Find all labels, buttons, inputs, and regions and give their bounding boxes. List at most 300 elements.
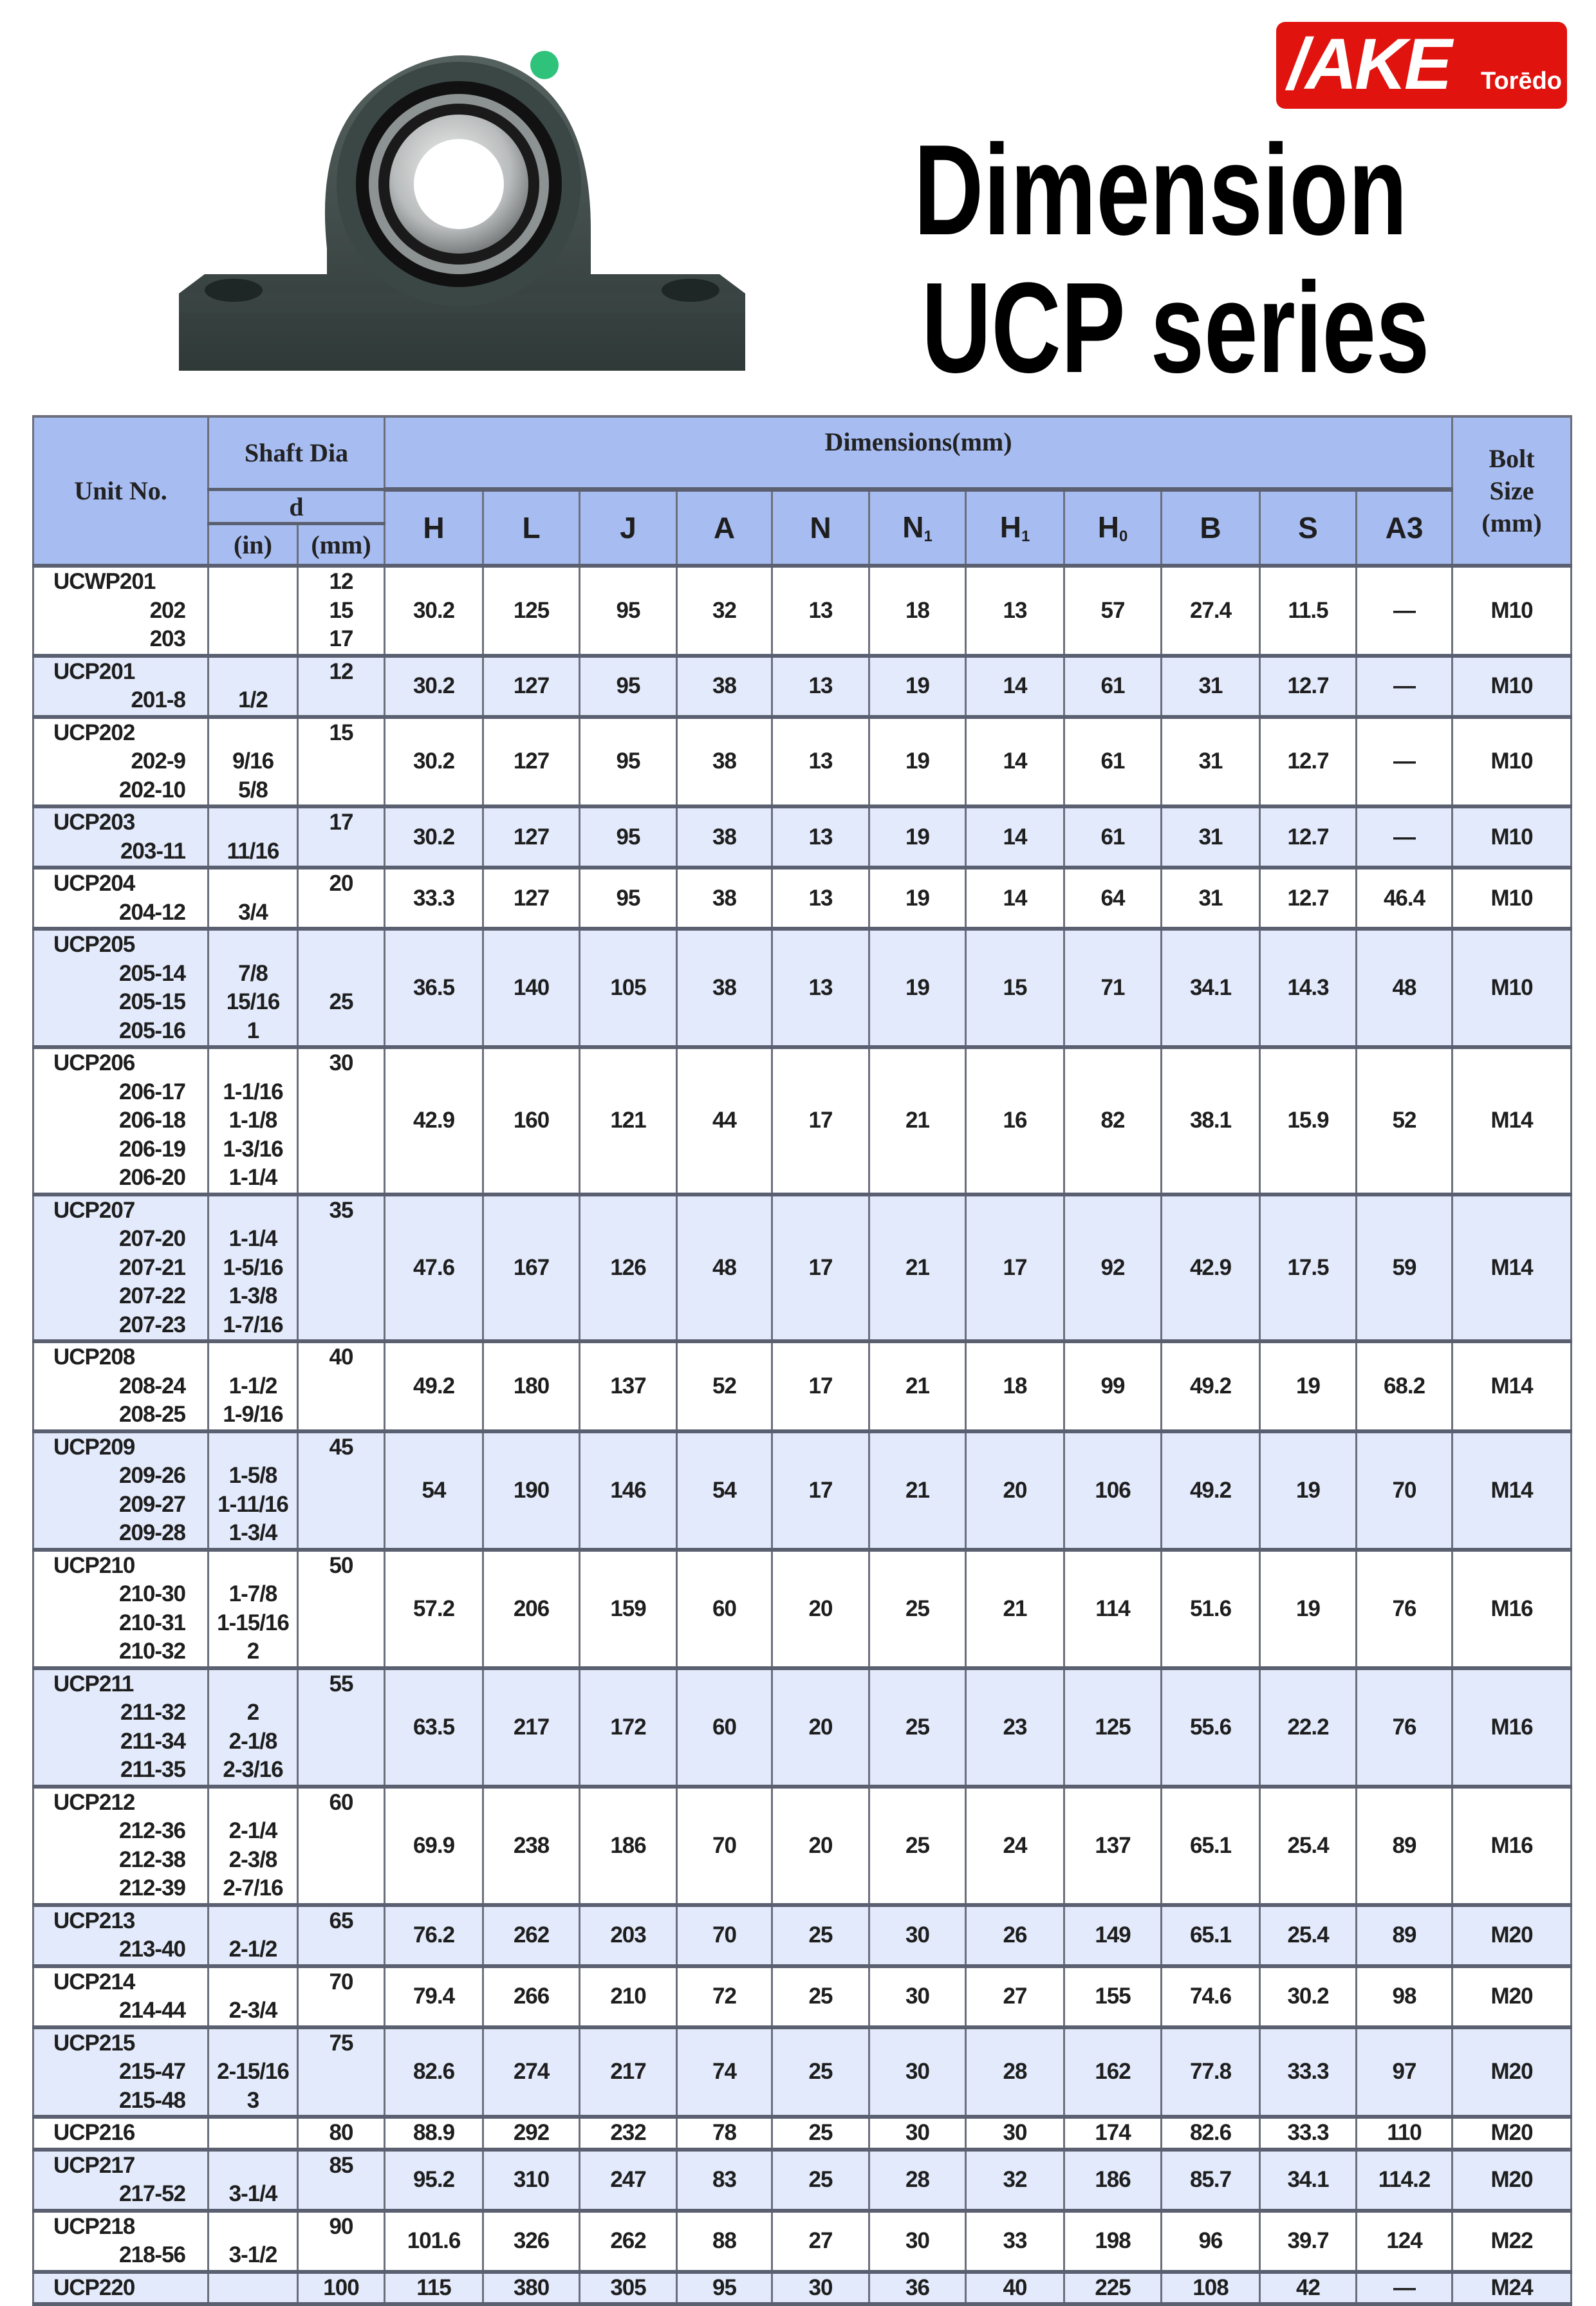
cell-shaft-mm-line: 60 xyxy=(329,1789,353,1815)
cell-unit-no xyxy=(33,1905,209,1966)
cell-shaft-in-line: 7/8 xyxy=(238,960,268,986)
cell-shaft-mm-line: 12 xyxy=(329,569,353,594)
table-row xyxy=(33,2117,1572,2150)
cell-h1: 20 xyxy=(966,1431,1064,1550)
cell-shaft-in-line xyxy=(209,1670,297,1699)
cell-shaft-in xyxy=(209,2272,298,2305)
cell-n: 17 xyxy=(772,1431,869,1550)
cell-l: 127 xyxy=(483,717,580,807)
cell-shaft-mm-line: 17 xyxy=(329,810,353,835)
cell-shaft-in-line: 1-1/4 xyxy=(228,1165,277,1190)
cell-shaft-mm-line xyxy=(299,1698,384,1727)
cell-shaft-mm-line xyxy=(299,1491,384,1520)
cell-b: 27.4 xyxy=(1162,566,1260,656)
cell-n: 20 xyxy=(772,1550,869,1668)
cell-unit-no-line: UCP220 xyxy=(53,2274,135,2300)
cell-bolt-size: M16 xyxy=(1452,1787,1572,1905)
cell-j: 203 xyxy=(580,1905,677,1966)
cell-h0: 162 xyxy=(1064,2027,1162,2117)
cell-bolt-size: M24 xyxy=(1452,2272,1572,2305)
cell-h1: 27 xyxy=(966,1966,1064,2027)
table-row xyxy=(33,2211,1572,2272)
cell-s: 12.7 xyxy=(1260,717,1357,807)
cell-j: 172 xyxy=(580,1668,677,1787)
cell-shaft-mm-line xyxy=(299,2058,384,2087)
cell-b: 82.6 xyxy=(1162,2117,1260,2150)
cell-shaft-in-line xyxy=(209,2274,297,2303)
cell-shaft-mm-line xyxy=(299,1225,384,1254)
header-in: (in) xyxy=(209,524,298,566)
cell-h0: 71 xyxy=(1064,929,1162,1047)
cell-n1: 19 xyxy=(869,806,966,868)
cell-s: 42 xyxy=(1260,2272,1357,2305)
cell-b: 49.2 xyxy=(1162,1431,1260,1550)
header-col-h0: $H_0$ xyxy=(1064,490,1162,566)
cell-j: 95 xyxy=(580,806,677,868)
cell-h0: 106 xyxy=(1064,1431,1162,1550)
cell-l: 206 xyxy=(483,1550,580,1668)
cell-shaft-mm-line: 17 xyxy=(329,626,353,651)
cell-unit-no xyxy=(33,2117,209,2150)
cell-h0: 57 xyxy=(1064,566,1162,656)
cell-s: 33.3 xyxy=(1260,2117,1357,2150)
cell-shaft-mm-line: 30 xyxy=(329,1050,353,1075)
cell-b: 55.6 xyxy=(1162,1668,1260,1787)
cell-shaft-mm-line xyxy=(299,686,384,715)
header-col-l: L xyxy=(483,490,580,566)
cell-a3: 89 xyxy=(1357,1787,1452,1905)
cell-shaft-mm-line: 90 xyxy=(329,2213,353,2239)
cell-h1: 40 xyxy=(966,2272,1064,2305)
cell-a: 38 xyxy=(677,717,772,807)
cell-n: 20 xyxy=(772,1668,869,1787)
cell-shaft-in-line: 2-7/16 xyxy=(223,1875,283,1901)
cell-shaft-mm-line xyxy=(299,1106,384,1135)
header-col-j: J xyxy=(580,490,677,566)
cell-unit-no-line: UCP208 xyxy=(53,1344,135,1370)
cell-unit-no-line: 207-21 xyxy=(119,1254,185,1280)
cell-unit-no xyxy=(33,2027,209,2117)
cell-a: 78 xyxy=(677,2117,772,2150)
table-row xyxy=(33,806,1572,868)
cell-n1: 21 xyxy=(869,1047,966,1195)
cell-shaft-mm xyxy=(298,806,385,868)
cell-unit-no xyxy=(33,1550,209,1668)
cell-shaft-mm-line xyxy=(299,1580,384,1609)
cell-shaft-mm-line: 85 xyxy=(329,2152,353,2178)
cell-bolt-size: M14 xyxy=(1452,1047,1572,1195)
cell-unit-no xyxy=(33,2272,209,2305)
cell-n1: 30 xyxy=(869,2027,966,2117)
cell-bolt-size: M20 xyxy=(1452,2117,1572,2150)
cell-unit-no-line: UCP216 xyxy=(53,2120,135,2145)
cell-j: 137 xyxy=(580,1341,677,1431)
cell-a: 48 xyxy=(677,1195,772,1342)
cell-shaft-mm xyxy=(298,929,385,1047)
cell-shaft-in-line xyxy=(209,808,297,837)
table-row xyxy=(33,2150,1572,2211)
cell-j: 95 xyxy=(580,566,677,656)
cell-shaft-in-line: 3-1/2 xyxy=(228,2242,277,2267)
cell-unit-no-line: 217-52 xyxy=(119,2181,185,2206)
cell-a3: — xyxy=(1357,2272,1452,2305)
cell-shaft-mm xyxy=(298,1966,385,2027)
cell-shaft-in-line: 1-1/4 xyxy=(228,1226,277,1251)
cell-unit-no-line: 203-11 xyxy=(120,838,185,864)
cell-shaft-mm xyxy=(298,1787,385,1905)
cell-unit-no-line: 218-56 xyxy=(119,2242,185,2267)
cell-n: 25 xyxy=(772,2150,869,2211)
cell-h0: 61 xyxy=(1064,717,1162,807)
cell-a: 95 xyxy=(677,2272,772,2305)
cell-l: 310 xyxy=(483,2150,580,2211)
cell-l: 140 xyxy=(483,929,580,1047)
cell-unit-no-line: UCP218 xyxy=(53,2213,135,2239)
table-row xyxy=(33,2027,1572,2117)
cell-shaft-in-line: 1-9/16 xyxy=(223,1402,283,1427)
cell-s: 25.4 xyxy=(1260,1787,1357,1905)
cell-n: 13 xyxy=(772,717,869,807)
cell-s: 11.5 xyxy=(1260,566,1357,656)
cell-j: 186 xyxy=(580,1787,677,1905)
cell-shaft-in-line xyxy=(209,597,297,626)
cell-shaft-mm-line xyxy=(299,2087,384,2115)
cell-l: 180 xyxy=(483,1341,580,1431)
cell-h1: 21 xyxy=(966,1550,1064,1668)
cell-h0: 198 xyxy=(1064,2211,1162,2272)
cell-shaft-in xyxy=(209,2117,298,2150)
cell-shaft-in-line xyxy=(209,1552,297,1581)
cell-shaft-mm-line xyxy=(299,2180,384,2209)
cell-h: 49.2 xyxy=(385,1341,483,1431)
table-body xyxy=(33,566,1572,2304)
cell-a: 60 xyxy=(677,1550,772,1668)
cell-shaft-in xyxy=(209,1341,298,1431)
cell-shaft-in-line xyxy=(209,719,297,748)
cell-shaft-mm xyxy=(298,2117,385,2150)
cell-unit-no-line: 205-14 xyxy=(119,960,185,986)
cell-a: 88 xyxy=(677,2211,772,2272)
cell-n1: 19 xyxy=(869,656,966,717)
cell-shaft-in-line xyxy=(209,2029,297,2058)
cell-h0: 82 xyxy=(1064,1047,1162,1195)
table-row xyxy=(33,1787,1572,1905)
cell-unit-no-line: 209-26 xyxy=(119,1463,185,1488)
cell-shaft-in xyxy=(209,2027,298,2117)
cell-n: 25 xyxy=(772,1905,869,1966)
cell-shaft-mm-line xyxy=(299,1756,384,1785)
cell-n: 13 xyxy=(772,929,869,1047)
cell-shaft-in-line xyxy=(209,931,297,960)
header-dimensions: Dimensions(mm) xyxy=(385,416,1452,490)
cell-shaft-mm xyxy=(298,2027,385,2117)
cell-shaft-mm-line xyxy=(299,1078,384,1107)
cell-shaft-in-line xyxy=(209,568,297,597)
cell-a: 38 xyxy=(677,929,772,1047)
table-row xyxy=(33,1047,1572,1195)
cell-s: 30.2 xyxy=(1260,1966,1357,2027)
cell-unit-no-line: 203 xyxy=(149,626,185,651)
cell-shaft-in-line: 2-1/8 xyxy=(228,1728,277,1754)
cell-shaft-mm-line xyxy=(299,1727,384,1756)
cell-n: 13 xyxy=(772,656,869,717)
cell-shaft-in xyxy=(209,929,298,1047)
header-col-a: A xyxy=(677,490,772,566)
cell-unit-no-line: 211-35 xyxy=(120,1757,185,1782)
cell-j: 232 xyxy=(580,2117,677,2150)
cell-h: 36.5 xyxy=(385,929,483,1047)
logo-sub-text: Torēdo xyxy=(1481,68,1562,95)
cell-a: 38 xyxy=(677,656,772,717)
cell-h1: 14 xyxy=(966,656,1064,717)
cell-n: 30 xyxy=(772,2272,869,2305)
cell-shaft-in xyxy=(209,868,298,929)
cell-shaft-mm-line xyxy=(299,1372,384,1401)
cell-j: 217 xyxy=(580,2027,677,2117)
cell-s: 22.2 xyxy=(1260,1668,1357,1787)
cell-shaft-in-line: 1-7/8 xyxy=(228,1581,277,1606)
cell-n1: 25 xyxy=(869,1550,966,1668)
cell-shaft-mm-line: 45 xyxy=(329,1434,353,1460)
header-d: d xyxy=(209,490,385,524)
cell-n: 13 xyxy=(772,566,869,656)
cell-unit-no-line: 212-39 xyxy=(119,1875,185,1901)
cell-shaft-in-line: 9/16 xyxy=(232,749,274,774)
cell-unit-no-line: 211-32 xyxy=(120,1700,185,1725)
cell-h1: 26 xyxy=(966,1905,1064,1966)
cell-unit-no-line: 202-9 xyxy=(131,749,185,774)
cell-h: 30.2 xyxy=(385,656,483,717)
cell-l: 127 xyxy=(483,806,580,868)
cell-shaft-in-line xyxy=(209,1907,297,1936)
cell-shaft-in xyxy=(209,2211,298,2272)
cell-shaft-in-line: 2 xyxy=(246,1700,259,1725)
cell-shaft-in xyxy=(209,656,298,717)
cell-j: 95 xyxy=(580,717,677,807)
cell-h1: 23 xyxy=(966,1668,1064,1787)
cell-shaft-in-line: 2-3/4 xyxy=(228,1998,277,2023)
cell-unit-no xyxy=(33,868,209,929)
cell-h1: 28 xyxy=(966,2027,1064,2117)
cell-bolt-size: M20 xyxy=(1452,1966,1572,2027)
cell-l: 167 xyxy=(483,1195,580,1342)
cell-shaft-mm xyxy=(298,1047,385,1195)
table-row xyxy=(33,868,1572,929)
cell-unit-no-line: UCP206 xyxy=(53,1050,135,1075)
cell-a: 72 xyxy=(677,1966,772,2027)
cell-shaft-mm xyxy=(298,868,385,929)
table-row xyxy=(33,1905,1572,1966)
cell-h: 30.2 xyxy=(385,717,483,807)
cell-a3: 68.2 xyxy=(1357,1341,1452,1431)
cell-shaft-mm-line: 12 xyxy=(329,658,353,684)
cell-shaft-in-line: 1-1/8 xyxy=(228,1108,277,1133)
cell-a: 52 xyxy=(677,1341,772,1431)
cell-unit-no-line: 207-22 xyxy=(119,1283,185,1308)
cell-h0: 61 xyxy=(1064,806,1162,868)
cell-s: 19 xyxy=(1260,1341,1357,1431)
cell-shaft-mm xyxy=(298,656,385,717)
cell-shaft-in-line xyxy=(209,1343,297,1372)
cell-shaft-in xyxy=(209,1787,298,1905)
cell-shaft-in-line xyxy=(209,2213,297,2242)
cell-b: 34.1 xyxy=(1162,929,1260,1047)
cell-a3: 52 xyxy=(1357,1047,1452,1195)
cell-unit-no-line: UCP203 xyxy=(53,810,135,835)
brand-logo xyxy=(1276,22,1567,109)
cell-bolt-size: M14 xyxy=(1452,1431,1572,1550)
cell-shaft-mm-line: 35 xyxy=(329,1197,353,1223)
cell-shaft-mm-line: 65 xyxy=(329,1908,353,1933)
cell-unit-no xyxy=(33,1668,209,1787)
cell-unit-no xyxy=(33,1431,209,1550)
cell-shaft-mm-line: 75 xyxy=(329,2030,353,2056)
cell-shaft-mm-line: 20 xyxy=(329,871,353,896)
cell-l: 160 xyxy=(483,1047,580,1195)
cell-n: 27 xyxy=(772,2211,869,2272)
cell-j: 95 xyxy=(580,868,677,929)
table-row xyxy=(33,566,1572,656)
cell-l: 292 xyxy=(483,2117,580,2150)
cell-bolt-size: M10 xyxy=(1452,566,1572,656)
cell-shaft-mm-line xyxy=(299,2241,384,2270)
header-bolt-size: Bolt Size (mm) xyxy=(1452,416,1572,566)
cell-h: 57.2 xyxy=(385,1550,483,1668)
cell-unit-no-line: UCP201 xyxy=(53,658,135,684)
cell-h0: 114 xyxy=(1064,1550,1162,1668)
cell-a: 54 xyxy=(677,1431,772,1550)
cell-n1: 28 xyxy=(869,2150,966,2211)
cell-a: 44 xyxy=(677,1047,772,1195)
cell-unit-no-line: 205-15 xyxy=(119,989,185,1014)
cell-shaft-in-line xyxy=(209,1968,297,1997)
cell-n1: 30 xyxy=(869,2117,966,2150)
cell-shaft-in-line xyxy=(209,625,297,654)
cell-h: 54 xyxy=(385,1431,483,1550)
cell-b: 74.6 xyxy=(1162,1966,1260,2027)
cell-j: 159 xyxy=(580,1550,677,1668)
cell-shaft-in xyxy=(209,566,298,656)
cell-shaft-mm-line: 50 xyxy=(329,1552,353,1578)
cell-b: 65.1 xyxy=(1162,1787,1260,1905)
cell-n1: 19 xyxy=(869,929,966,1047)
header-col-a3: A3 xyxy=(1357,490,1452,566)
cell-unit-no-line: 208-25 xyxy=(119,1402,185,1427)
cell-unit-no-line: UCWP201 xyxy=(53,569,156,594)
cell-l: 326 xyxy=(483,2211,580,2272)
cell-shaft-mm-line xyxy=(299,776,384,805)
cell-b: 49.2 xyxy=(1162,1341,1260,1431)
cell-unit-no-line: 206-20 xyxy=(119,1165,185,1190)
cell-shaft-in xyxy=(209,1195,298,1342)
cell-unit-no-line: 210-32 xyxy=(119,1639,185,1664)
cell-a3: 46.4 xyxy=(1357,868,1452,929)
cell-unit-no-line: 202-10 xyxy=(119,777,185,803)
cell-n: 20 xyxy=(772,1787,869,1905)
cell-shaft-in-line: 3-1/4 xyxy=(228,2181,277,2206)
page-title-line2: UCP series xyxy=(922,256,1430,400)
cell-j: 247 xyxy=(580,2150,677,2211)
cell-n1: 36 xyxy=(869,2272,966,2305)
cell-n: 25 xyxy=(772,1966,869,2027)
cell-shaft-mm-line xyxy=(299,1017,384,1046)
cell-shaft-mm-line xyxy=(299,1282,384,1311)
cell-n: 25 xyxy=(772,2027,869,2117)
cell-b: 38.1 xyxy=(1162,1047,1260,1195)
cell-shaft-mm-line xyxy=(299,1519,384,1548)
cell-s: 12.7 xyxy=(1260,806,1357,868)
cell-unit-no xyxy=(33,717,209,807)
cell-shaft-mm-line xyxy=(299,1400,384,1429)
cell-b: 51.6 xyxy=(1162,1550,1260,1668)
cell-s: 34.1 xyxy=(1260,2150,1357,2211)
cell-unit-no xyxy=(33,2150,209,2211)
table-row xyxy=(33,1195,1572,1342)
cell-h1: 32 xyxy=(966,2150,1064,2211)
cell-unit-no xyxy=(33,929,209,1047)
cell-b: 31 xyxy=(1162,656,1260,717)
header-col-b: B xyxy=(1162,490,1260,566)
cell-h: 88.9 xyxy=(385,2117,483,2150)
cell-s: 39.7 xyxy=(1260,2211,1357,2272)
cell-shaft-mm xyxy=(298,2150,385,2211)
cell-unit-no xyxy=(33,656,209,717)
cell-j: 121 xyxy=(580,1047,677,1195)
cell-shaft-mm-line xyxy=(299,1135,384,1164)
cell-h: 82.6 xyxy=(385,2027,483,2117)
cell-h1: 17 xyxy=(966,1195,1064,1342)
cell-unit-no-line: UCP209 xyxy=(53,1434,135,1460)
cell-shaft-mm-line xyxy=(299,1609,384,1638)
cell-shaft-in-line: 1-1/2 xyxy=(228,1373,277,1399)
cell-unit-no-line: 207-23 xyxy=(119,1312,185,1337)
cell-shaft-mm-line xyxy=(299,1462,384,1491)
cell-a3: 114.2 xyxy=(1357,2150,1452,2211)
cell-shaft-in-line: 2-1/4 xyxy=(228,1818,277,1843)
cell-unit-no-line: UCP214 xyxy=(53,1969,135,1995)
cell-shaft-in-line xyxy=(209,2152,297,2180)
cell-h: 63.5 xyxy=(385,1668,483,1787)
cell-unit-no xyxy=(33,566,209,656)
cell-n: 17 xyxy=(772,1047,869,1195)
cell-unit-no-line: 210-30 xyxy=(119,1581,185,1606)
cell-shaft-in xyxy=(209,1550,298,1668)
cell-a3: 110 xyxy=(1357,2117,1452,2150)
cell-bolt-size: M10 xyxy=(1452,806,1572,868)
cell-unit-no-line: 211-34 xyxy=(120,1728,185,1754)
table-row xyxy=(33,656,1572,717)
cell-shaft-in-line: 1-7/16 xyxy=(223,1312,283,1337)
cell-h1: 16 xyxy=(966,1047,1064,1195)
header-col-h1: $H_1$ xyxy=(966,490,1064,566)
cell-unit-no xyxy=(33,1195,209,1342)
cell-shaft-in-line: 1/2 xyxy=(238,687,268,712)
cell-shaft-in-line: 2-3/8 xyxy=(228,1846,277,1872)
cell-b: 85.7 xyxy=(1162,2150,1260,2211)
cell-n1: 21 xyxy=(869,1341,966,1431)
cell-s: 12.7 xyxy=(1260,868,1357,929)
cell-shaft-in-line: 1-3/16 xyxy=(223,1136,283,1162)
cell-b: 77.8 xyxy=(1162,2027,1260,2117)
cell-shaft-mm-line xyxy=(299,1164,384,1193)
cell-bolt-size: M20 xyxy=(1452,2150,1572,2211)
cell-shaft-in-line xyxy=(209,658,297,687)
cell-shaft-mm xyxy=(298,717,385,807)
cell-shaft-mm-line xyxy=(299,747,384,776)
cell-unit-no-line: 213-40 xyxy=(119,1937,185,1962)
cell-bolt-size: M10 xyxy=(1452,656,1572,717)
cell-shaft-mm-line xyxy=(299,837,384,866)
